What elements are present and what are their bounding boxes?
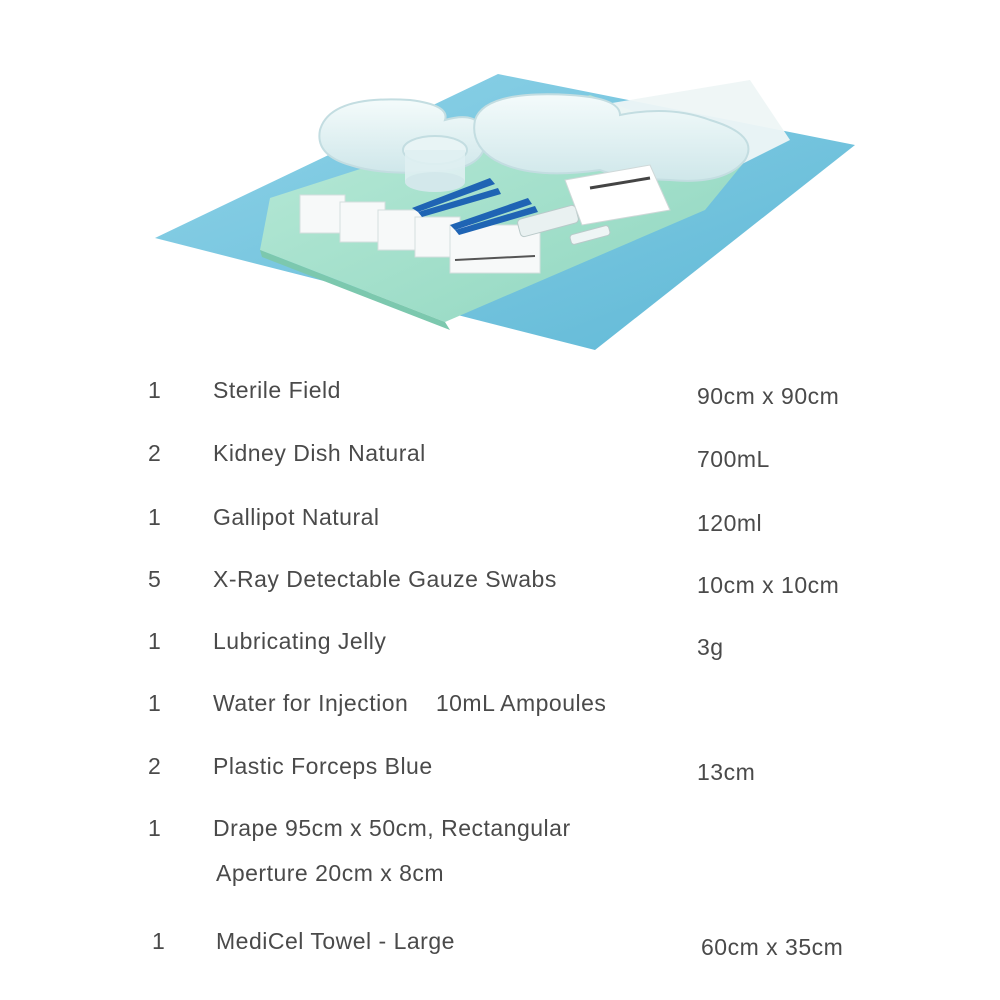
item-size: 10cm x 10cm bbox=[697, 572, 840, 598]
item-name: X-Ray Detectable Gauze Swabs bbox=[213, 566, 557, 592]
item-quantity: 1 bbox=[152, 928, 166, 954]
item-quantity: 5 bbox=[148, 566, 162, 592]
item-name: Lubricating Jelly bbox=[213, 628, 387, 654]
item-size: 90cm x 90cm bbox=[697, 383, 840, 409]
item-quantity: 1 bbox=[148, 628, 162, 654]
item-quantity: 1 bbox=[148, 504, 162, 530]
item-name-line-2: Aperture 20cm x 8cm bbox=[216, 860, 445, 886]
item-size: 700mL bbox=[697, 446, 770, 472]
product-photo bbox=[150, 60, 870, 360]
item-size: 13cm bbox=[697, 759, 756, 785]
item-name: Water for Injection 10mL Ampoules bbox=[213, 690, 607, 716]
item-quantity: 1 bbox=[148, 377, 162, 403]
item-name: Kidney Dish Natural bbox=[213, 440, 426, 466]
item-quantity: 2 bbox=[148, 753, 162, 779]
item-name: Plastic Forceps Blue bbox=[213, 753, 433, 779]
item-size: 3g bbox=[697, 634, 724, 660]
item-quantity: 1 bbox=[148, 815, 162, 841]
item-name-line-1: Drape 95cm x 50cm, Rectangular bbox=[213, 815, 571, 841]
item-quantity: 2 bbox=[148, 440, 162, 466]
item-name: Sterile Field bbox=[213, 377, 341, 403]
item-name: Gallipot Natural bbox=[213, 504, 380, 530]
item-size: 60cm x 35cm bbox=[701, 934, 844, 960]
item-name bbox=[213, 815, 571, 887]
item-size: 120ml bbox=[697, 510, 763, 536]
item-quantity: 1 bbox=[148, 690, 162, 716]
item-name: MediCel Towel - Large bbox=[216, 928, 455, 954]
